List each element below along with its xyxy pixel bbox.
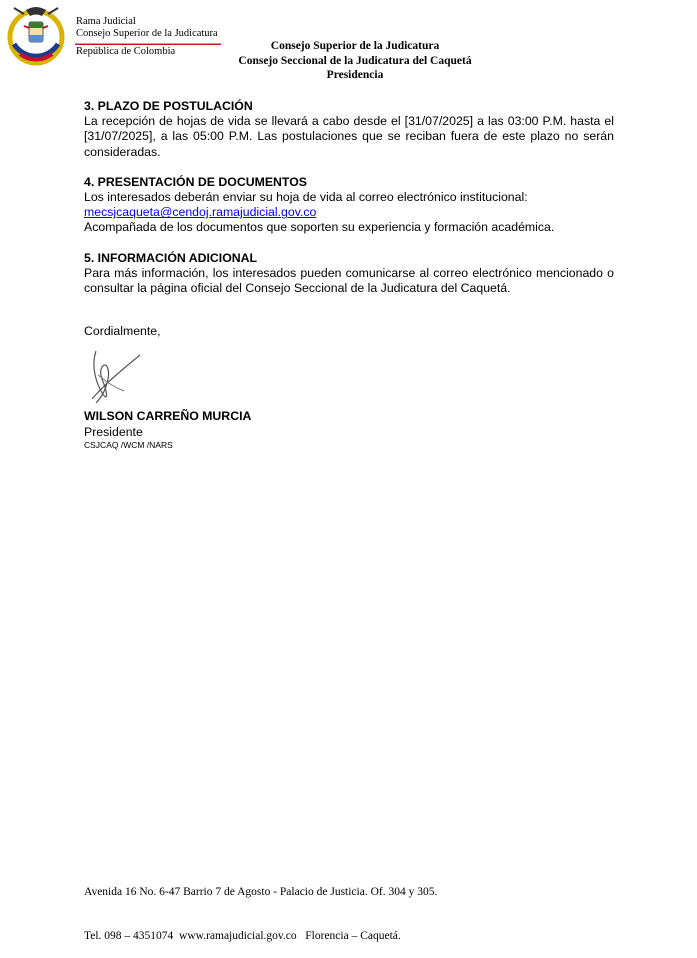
section-title: 4. PRESENTACIÓN DE DOCUMENTOS bbox=[84, 174, 307, 189]
section-documents bbox=[84, 175, 614, 236]
brand-line-1: Rama Judicial bbox=[76, 16, 136, 27]
footer-address: Avenida 16 No. 6-47 Barrio 7 de Agosto - Palacio de Justicia. Of. 304 y 305. bbox=[84, 886, 438, 898]
header-line-2: Consejo Seccional de la Judicatura del Caquetá bbox=[238, 54, 472, 67]
coat-of-arms-logo bbox=[6, 4, 66, 68]
section-text: Los interesados deberán enviar su hoja de vida al correo electrónico institucional: bbox=[84, 190, 528, 205]
section-deadline bbox=[84, 99, 614, 160]
reference-code: CSJCAQ /WCM /NARS bbox=[84, 439, 173, 450]
footer-contact: Tel. 098 – 4351074 www.ramajudicial.gov.co Florencia – Caquetá. bbox=[84, 929, 401, 942]
closing: Cordialmente, bbox=[84, 324, 161, 339]
handwritten-signature bbox=[84, 345, 148, 407]
signer-name: WILSON CARREÑO MURCIA bbox=[84, 409, 252, 424]
section-text: La recepción de hojas de vida se llevará a cabo desde el [31/07/2025] a las 03:00 P.M. hasta el [31/07/2025], a las 05:00 P.M. Las postulaciones que se reciban fuera de este plazo no serán consideradas. bbox=[84, 114, 614, 159]
section-text: Para más información, los interesados pueden comunicarse al correo electrónico mencionado o consultar la página oficial del Consejo Seccional de la Judicatura del Caquetá. bbox=[84, 265, 614, 296]
section-title: 3. PLAZO DE POSTULACIÓN bbox=[84, 99, 253, 113]
section-text: Acompañada de los documentos que soporten su experiencia y formación académica. bbox=[84, 220, 555, 235]
brand-line-2: Consejo Superior de la Judicatura bbox=[76, 28, 218, 39]
document-header bbox=[195, 39, 515, 83]
document-body bbox=[84, 99, 614, 451]
header-line-3: Presidencia bbox=[326, 69, 384, 81]
section-additional-info bbox=[84, 251, 614, 297]
header-line-1: Consejo Superior de la Judicatura bbox=[270, 40, 440, 52]
document-footer bbox=[84, 856, 437, 958]
section-title: 5. INFORMACIÓN ADICIONAL bbox=[84, 250, 258, 265]
email-link[interactable]: mecsjcaqueta@cendoj.ramajudicial.gov.co bbox=[84, 205, 317, 220]
brand-line-3: República de Colombia bbox=[76, 46, 176, 57]
signer-title: Presidente bbox=[84, 424, 143, 439]
